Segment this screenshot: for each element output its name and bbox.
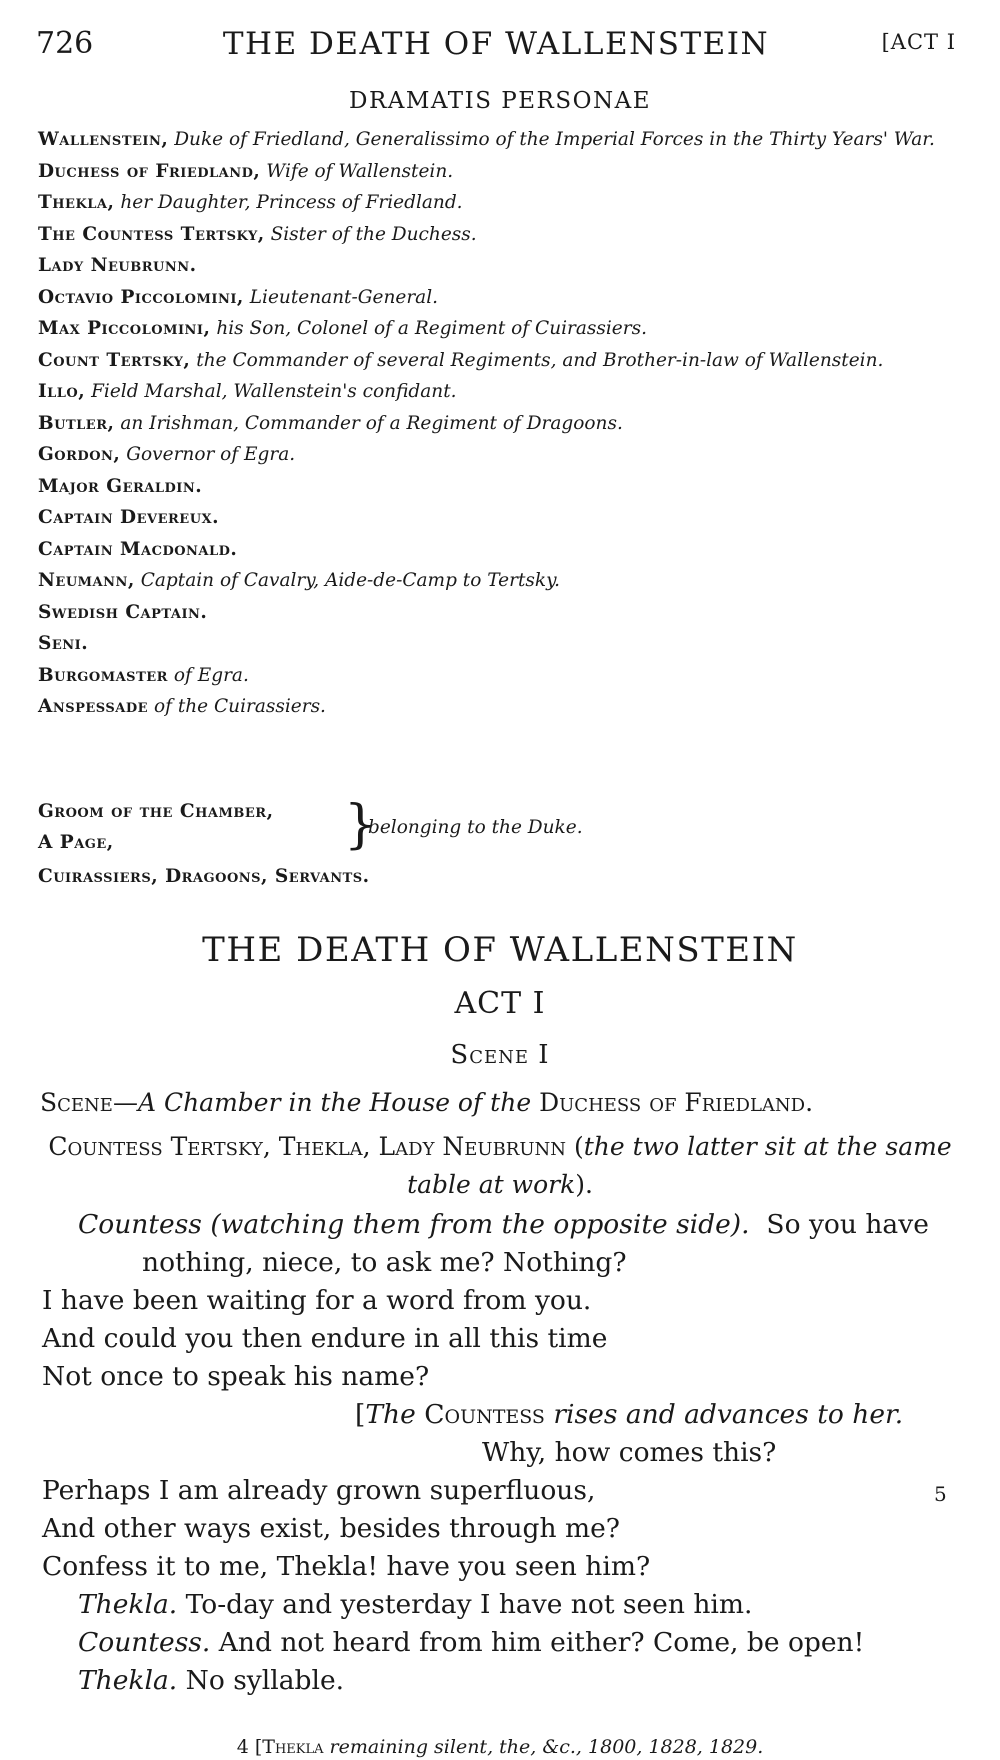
cast-name: Gordon, xyxy=(38,444,121,465)
cast-description: the Commander of several Regiments, and Brother-in-law of Wallenstein. xyxy=(196,349,884,371)
line-text: And not heard from him either? Come, be open! xyxy=(218,1627,865,1658)
cast-entry xyxy=(38,156,948,188)
page-number: 726 xyxy=(36,26,94,61)
characters-present xyxy=(40,1128,960,1204)
cast-name: Wallenstein, xyxy=(38,129,169,150)
cast-name: Illo, xyxy=(38,381,86,402)
footnote-text: remaining silent, the, &c., 1800, 1828, 1829. xyxy=(329,1736,764,1758)
cast-name: Butler, xyxy=(38,412,115,434)
scene-setting xyxy=(40,1084,960,1122)
speaker-name: Thekla. xyxy=(78,1589,178,1620)
line-text: Why, how comes this? xyxy=(482,1437,777,1468)
verse-line xyxy=(0,1586,1000,1624)
cast-entry xyxy=(38,439,948,471)
brace-glyph: } xyxy=(344,795,378,855)
cast-entry xyxy=(38,597,948,629)
setting-place: Duchess of Friedland. xyxy=(539,1088,814,1117)
cast-description: Field Marshal, Wallenstein's confidant. xyxy=(91,381,457,402)
footnote xyxy=(0,1736,1000,1758)
grouped-cast-entry xyxy=(38,796,738,862)
cast-name: Anspessade xyxy=(38,696,149,717)
line-text: To-day and yesterday I have not seen him. xyxy=(185,1589,753,1620)
stage-direction: (watching them from the opposite side). xyxy=(210,1209,750,1240)
verse-line xyxy=(0,1624,1000,1662)
cast-description: Captain of Cavalry, Aide-de-Camp to Tertsky. xyxy=(140,570,560,591)
cast-name: Major Geraldin. xyxy=(38,475,203,497)
cast-entry xyxy=(38,124,948,156)
running-header xyxy=(36,22,956,66)
line-text: Not once to speak his name? xyxy=(42,1361,430,1392)
cast-entry-servants: Cuirassiers, Dragoons, Servants. xyxy=(38,866,370,887)
cast-name: Neumann, xyxy=(38,570,135,591)
paren-close: ). xyxy=(575,1170,593,1199)
cast-name: A Page, xyxy=(38,832,114,853)
cast-description: of the Cuirassiers. xyxy=(153,696,326,717)
setting-text: A Chamber in the House of the xyxy=(137,1088,532,1117)
verse-line xyxy=(0,1472,1000,1510)
verse-line xyxy=(0,1206,1000,1244)
characters-names: Countess Tertsky, Thekla, Lady Neubrunn xyxy=(48,1132,567,1161)
cast-entry xyxy=(38,408,948,440)
cast-description: Governor of Egra. xyxy=(126,444,296,465)
play-title: THE DEATH OF WALLENSTEIN xyxy=(202,930,798,970)
line-text: And could you then endure in all this time xyxy=(42,1323,608,1354)
cast-description: an Irishman, Commander of a Regiment of Dragoons. xyxy=(120,412,623,434)
footnote-name: Thekla xyxy=(262,1736,324,1758)
stage-direction-post: rises and advances to her. xyxy=(553,1399,904,1430)
cast-name: Duchess of Friedland, xyxy=(38,160,261,182)
footnote-ref: 4 xyxy=(236,1736,249,1758)
cast-name: Captain Macdonald. xyxy=(38,538,238,560)
cast-description: his Son, Colonel of a Regiment of Cuirassiers. xyxy=(216,318,647,339)
cast-name: Seni. xyxy=(38,633,89,654)
dramatis-personae-heading: DRAMATIS PERSONAE xyxy=(349,88,651,114)
stage-direction-name: Countess xyxy=(424,1399,545,1430)
cast-entry xyxy=(38,313,948,345)
cast-name: Octavio Piccolomini, xyxy=(38,286,244,308)
setting-label: Scene xyxy=(40,1088,113,1117)
setting-dash: — xyxy=(112,1088,138,1117)
verse-line xyxy=(0,1510,1000,1548)
line-text: I have been waiting for a word from you. xyxy=(42,1285,592,1316)
paren-open: ( xyxy=(574,1132,584,1161)
cast-entry xyxy=(38,282,948,314)
line-text: Confess it to me, Thekla! have you seen him? xyxy=(42,1551,651,1582)
cast-name: Max Piccolomini, xyxy=(38,318,211,339)
verse-line xyxy=(0,1282,1000,1320)
speaker-name: Countess xyxy=(78,1209,202,1240)
characters-direction: the two latter sit at the same table at work xyxy=(407,1132,952,1199)
cast-entry xyxy=(38,502,948,534)
line-text: Perhaps I am already grown superfluous, xyxy=(42,1475,596,1506)
running-title: THE DEATH OF WALLENSTEIN xyxy=(222,26,770,62)
scene-heading: Scene I xyxy=(450,1040,550,1070)
act-label: [ACT I xyxy=(881,30,956,54)
verse-line xyxy=(0,1662,1000,1700)
line-text: nothing, niece, to ask me? Nothing? xyxy=(142,1247,627,1278)
cast-description: Duke of Friedland, Generalissimo of the Imperial Forces in the Thirty Years' War. xyxy=(174,129,935,150)
stage-direction-pre: The xyxy=(365,1399,416,1430)
cast-entry xyxy=(38,345,948,377)
cast-entry xyxy=(38,628,948,660)
cast-entry xyxy=(38,219,948,251)
line-text: And other ways exist, besides through me? xyxy=(42,1513,620,1544)
cast-description: Lieutenant-General. xyxy=(249,286,439,308)
cast-entry xyxy=(38,471,948,503)
line-number: 5 xyxy=(934,1482,947,1506)
cast-description: Sister of the Duchess. xyxy=(270,223,477,245)
cast-entry xyxy=(38,691,948,723)
cast-entry xyxy=(38,250,948,282)
cast-entry xyxy=(38,534,948,566)
line-text: So you have xyxy=(766,1209,929,1240)
speaker-name: Thekla. xyxy=(78,1665,178,1696)
cast-name: Groom of the Chamber, xyxy=(38,801,274,822)
cast-name: Lady Neubrunn. xyxy=(38,255,197,276)
dramatis-personae-list xyxy=(38,124,948,723)
cast-entry xyxy=(38,376,948,408)
speaker-name: Countess. xyxy=(78,1627,211,1658)
cast-name: The Countess Tertsky, xyxy=(38,223,265,245)
cast-name: Thekla, xyxy=(38,192,115,213)
cast-name: Count Tertsky, xyxy=(38,349,191,371)
verse-line xyxy=(0,1320,1000,1358)
verse-line xyxy=(0,1358,1000,1396)
cast-name: Captain Devereux. xyxy=(38,507,220,528)
cast-entry xyxy=(38,660,948,692)
verse-line xyxy=(0,1434,1000,1472)
stage-direction-line xyxy=(0,1396,1000,1434)
cast-entry xyxy=(38,187,948,219)
cast-entry xyxy=(38,565,948,597)
verse-line xyxy=(0,1548,1000,1586)
cast-name: Swedish Captain. xyxy=(38,601,208,623)
shared-description: belonging to the Duke. xyxy=(368,817,583,838)
cast-name: Burgomaster xyxy=(38,664,168,686)
cast-description: of Egra. xyxy=(173,664,249,686)
cast-description: Wife of Wallenstein. xyxy=(266,160,454,182)
verse-line xyxy=(0,1244,1000,1282)
stage-bracket: [ xyxy=(355,1399,366,1430)
act-heading: ACT I xyxy=(454,986,546,1021)
footnote-bracket: [ xyxy=(254,1736,263,1758)
line-text: No syllable. xyxy=(185,1665,345,1696)
cast-description: her Daughter, Princess of Friedland. xyxy=(120,192,463,213)
